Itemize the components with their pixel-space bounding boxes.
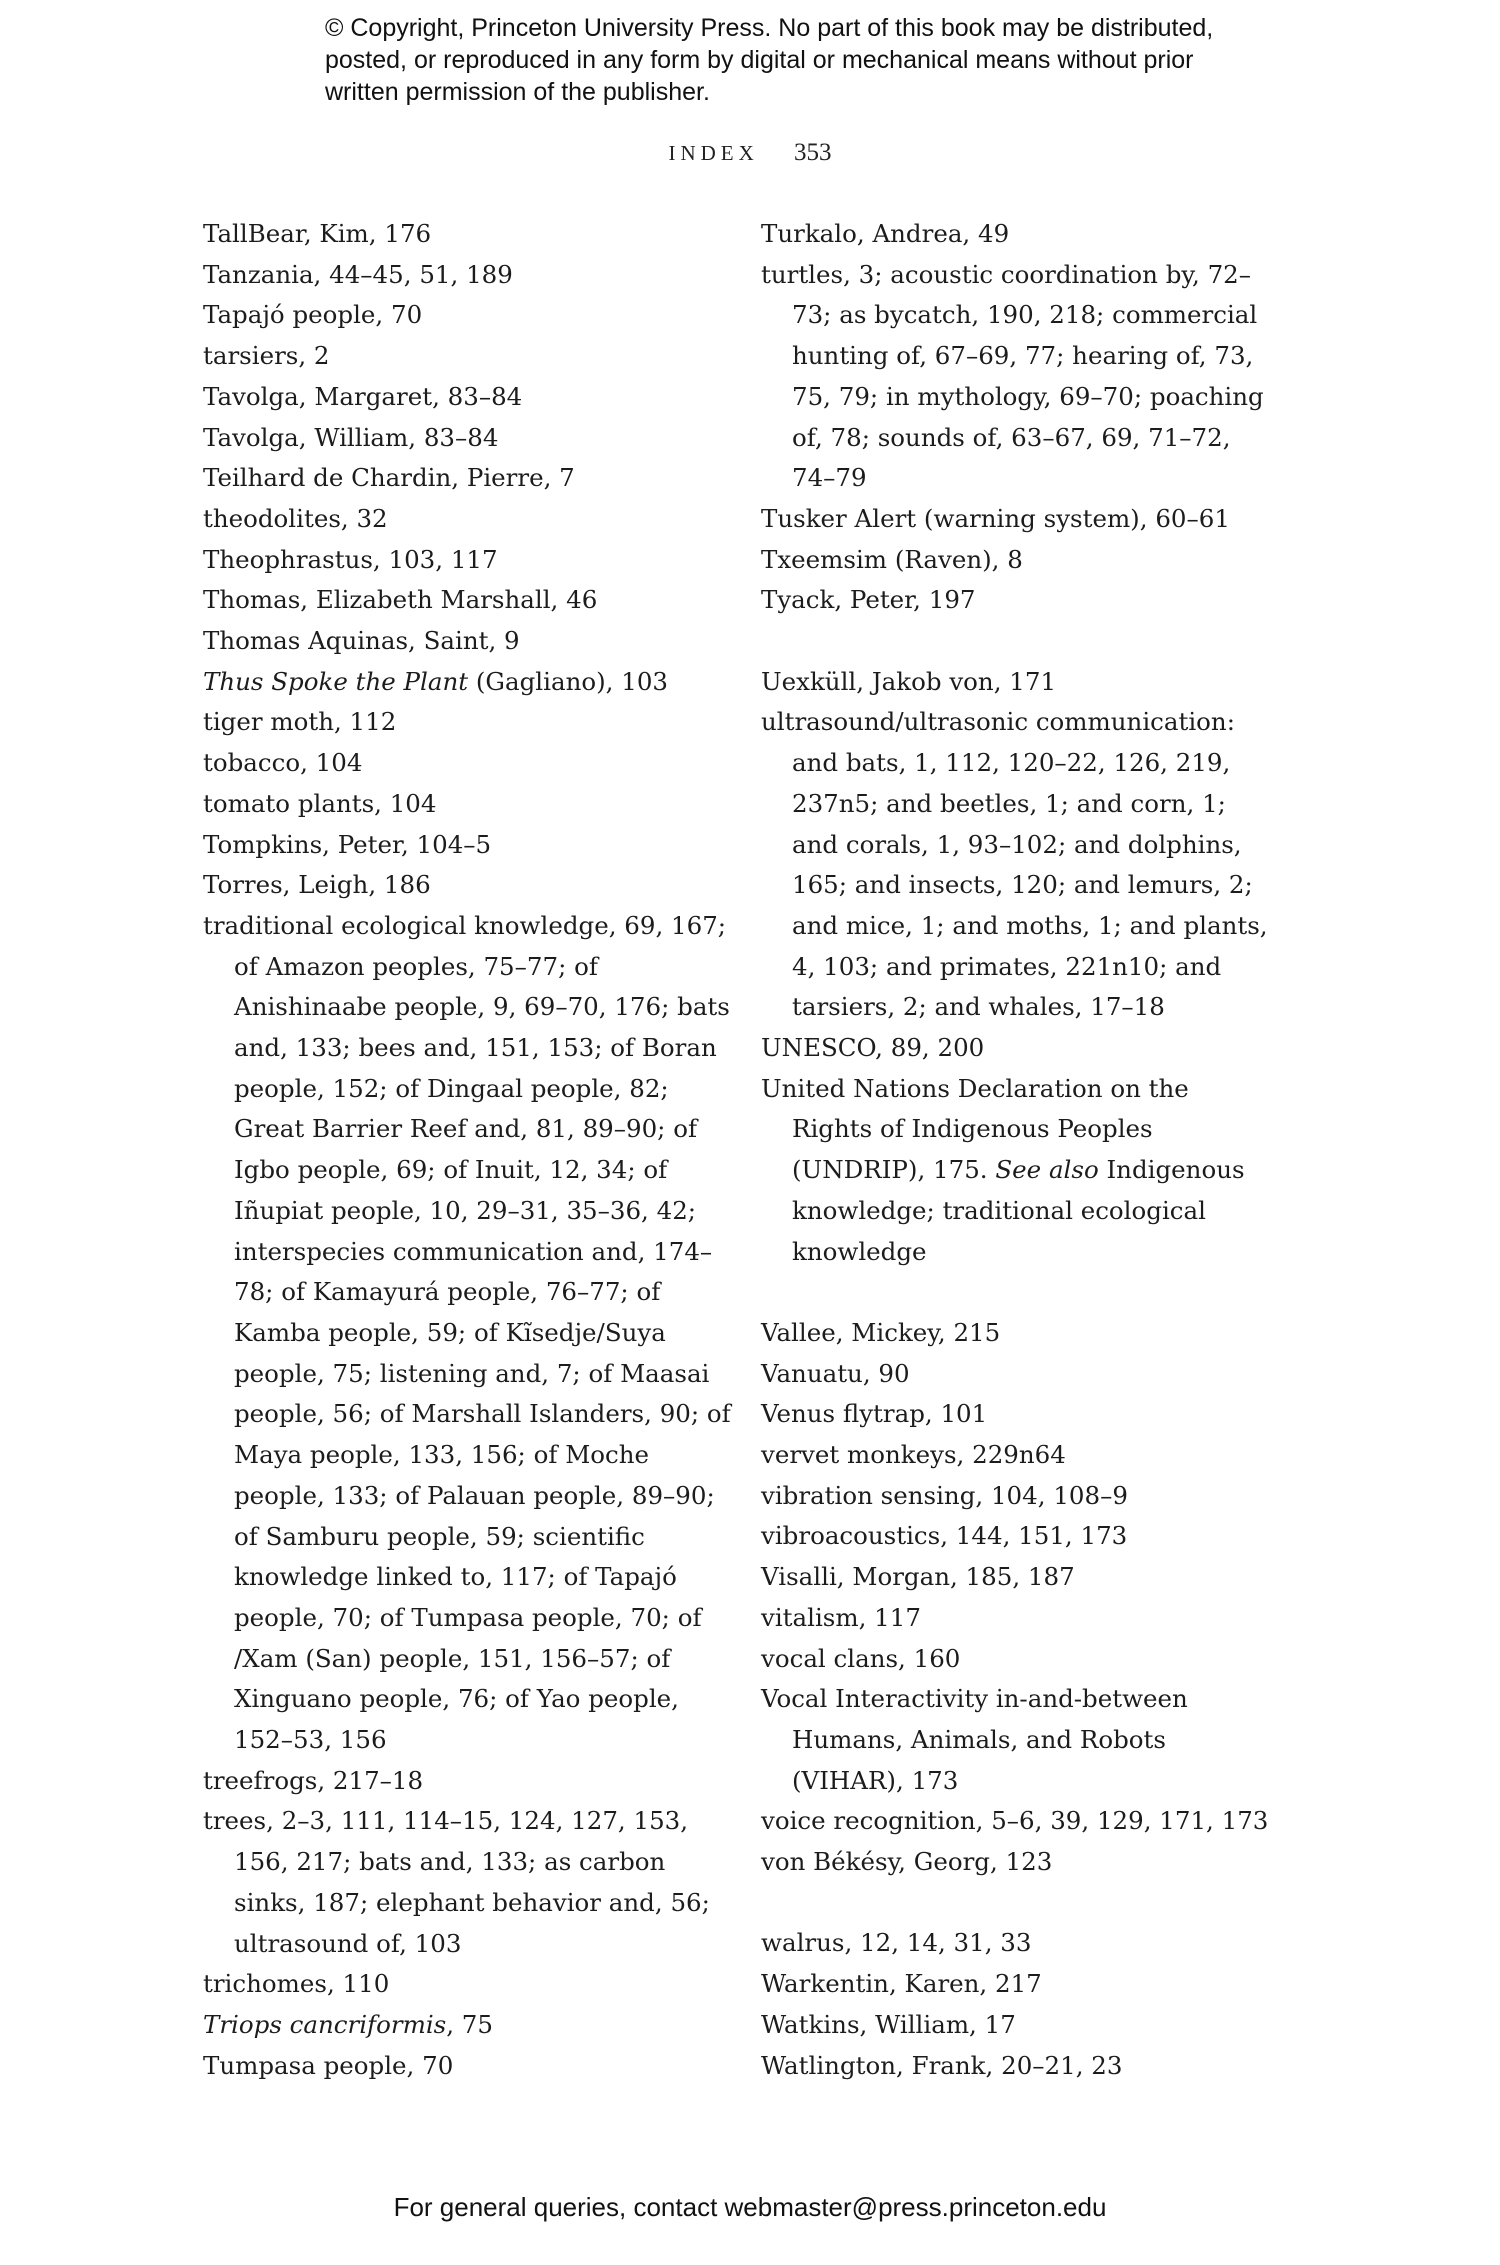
index-entry: trichomes, 110 — [203, 1969, 390, 1999]
index-entry: Vallee, Mickey, 215 — [761, 1317, 1001, 1347]
index-entry: von Békésy, Georg, 123 — [761, 1847, 1053, 1877]
index-entry: Watlington, Frank, 20–21, 23 — [761, 2050, 1123, 2080]
index-entry: tarsiers, 2 — [203, 341, 330, 371]
index-entry: turtles, 3; acoustic coordination by, 72–73; as bycatch, 190, 218; commercial hunting of, 67–69, 77; hearing of, 73, 75, 79; in mythology, 69–70; poaching of, 78; sounds of, 63–67, 69, 71–72, 74–79 — [761, 259, 1264, 493]
index-entry: TallBear, Kim, 176 — [203, 219, 432, 248]
index-entry: Thus Spoke the Plant (Gagliano), 103 — [203, 666, 668, 696]
index-entry: Turkalo, Andrea, 49 — [761, 219, 1010, 248]
section-gap — [761, 621, 1271, 662]
index-entry: Vocal Interactivity in-and-between Humans, Animals, and Robots (VIHAR), 173 — [761, 1684, 1188, 1795]
index-entry: Tanzania, 44–45, 51, 189 — [203, 259, 513, 289]
index-entry: vervet monkeys, 229n64 — [761, 1440, 1066, 1470]
italic-phrase: Thus Spoke the Plant — [203, 666, 469, 696]
index-entry: ultrasound/ultrasonic communication: and bats, 1, 112, 120–22, 126, 219, 237n5; and beetles, 1; and corn, 1; and corals, 1, 93–102; and dolphins, 165; and insects, 120; and lemurs, 2; and mice, 1; and moths, 1; and plants, 4, 103; and primates, 221n10; and tarsiers, 2; and whales, 17–18 — [761, 707, 1268, 1022]
index-entry: Tyack, Peter, 197 — [761, 585, 976, 615]
index-entry: Triops cancriformis, 75 — [203, 2009, 493, 2039]
copyright-notice: © Copyright, Princeton University Press. No part of this book may be distributed, posted, or reproduced in any form by digital or mechanical means without prior written permission of the publisher. — [325, 14, 1214, 106]
index-entry: Tavolga, Margaret, 83–84 — [203, 381, 523, 411]
index-entry: vitalism, 117 — [761, 1602, 921, 1632]
index-entry: tomato plants, 104 — [203, 788, 437, 818]
running-head — [0, 139, 1500, 167]
index-entry: Thomas Aquinas, Saint, 9 — [203, 626, 520, 656]
index-entry: Watkins, William, 17 — [761, 2009, 1016, 2039]
index-entry: tobacco, 104 — [203, 748, 363, 778]
index-entry: Tompkins, Peter, 104–5 — [203, 829, 492, 859]
italic-phrase: See also — [995, 1155, 1099, 1185]
index-entry: Uexküll, Jakob von, 171 — [761, 666, 1057, 696]
index-entry: trees, 2–3, 111, 114–15, 124, 127, 153, 156, 217; bats and, 133; as carbon sinks, 187; elephant behavior and, 56; ultrasound of, 103 — [203, 1806, 710, 1958]
index-entry: treefrogs, 217–18 — [203, 1765, 424, 1795]
index-entry: Vanuatu, 90 — [761, 1358, 910, 1388]
index-entry: vocal clans, 160 — [761, 1643, 961, 1673]
index-entry: tiger moth, 112 — [203, 707, 397, 737]
index-entry: Thomas, Elizabeth Marshall, 46 — [203, 585, 598, 615]
index-entry: Tumpasa people, 70 — [203, 2050, 454, 2080]
index-entry: Teilhard de Chardin, Pierre, 7 — [203, 463, 575, 493]
index-entry: Tusker Alert (warning system), 60–61 — [761, 503, 1230, 533]
index-entry: Txeemsim (Raven), 8 — [761, 544, 1023, 574]
index-column-right — [761, 214, 1271, 2086]
index-entry: Visalli, Morgan, 185, 187 — [761, 1562, 1075, 1592]
index-entry: Theophrastus, 103, 117 — [203, 544, 498, 574]
footer-contact: For general queries, contact webmaster@press.princeton.edu — [393, 2192, 1107, 2222]
index-entry: Tavolga, William, 83–84 — [203, 422, 499, 452]
section-gap — [761, 1883, 1271, 1924]
index-entry: Torres, Leigh, 186 — [203, 870, 431, 900]
index-entry: walrus, 12, 14, 31, 33 — [761, 1928, 1032, 1958]
index-entry: Venus flytrap, 101 — [761, 1399, 988, 1429]
index-column-left — [203, 214, 733, 2086]
index-entry: vibroacoustics, 144, 151, 173 — [761, 1521, 1128, 1551]
running-head-label: INDEX — [668, 141, 759, 165]
index-entry: vibration sensing, 104, 108–9 — [761, 1480, 1128, 1510]
page-number: 353 — [794, 139, 832, 166]
index-entry: Warkentin, Karen, 217 — [761, 1969, 1042, 1999]
index-entry: traditional ecological knowledge, 69, 167; of Amazon peoples, 75–77; of Anishinaabe people, 9, 69–70, 176; bats and, 133; bees and, 151, 153; of Boran people, 152; of Dingaal people, 82; Great Barrier Reef and, 81, 89–90; of Igbo people, 69; of Inuit, 12, 34; of Iñupiat people, 10, 29–31, 35–36, 42; interspecies communication and, 174–78; of Kamayurá people, 76–77; of Kamba people, 59; of Kĩsedje/Suya people, 75; listening and, 7; of Maasai people, 56; of Marshall Islanders, 90; of Maya people, 133, 156; of Moche people, 133; of Palauan people, 89–90; of Samburu people, 59; scientific knowledge linked to, 117; of Tapajó people, 70; of Tumpasa people, 70; of /Xam (San) people, 151, 156–57; of Xinguano people, 76; of Yao people, 152–53, 156 — [203, 910, 731, 1755]
italic-phrase: Triops cancriformis — [203, 2009, 447, 2039]
index-entry: voice recognition, 5–6, 39, 129, 171, 173 — [761, 1806, 1269, 1836]
section-gap — [761, 1272, 1271, 1313]
index-entry: UNESCO, 89, 200 — [761, 1033, 985, 1063]
index-entry: theodolites, 32 — [203, 503, 388, 533]
index-entry: United Nations Declaration on the Rights of Indigenous Peoples (UNDRIP), 175. See also Indigenous knowledge; traditional ecological knowledge — [761, 1073, 1245, 1266]
index-entry: Tapajó people, 70 — [203, 300, 423, 330]
